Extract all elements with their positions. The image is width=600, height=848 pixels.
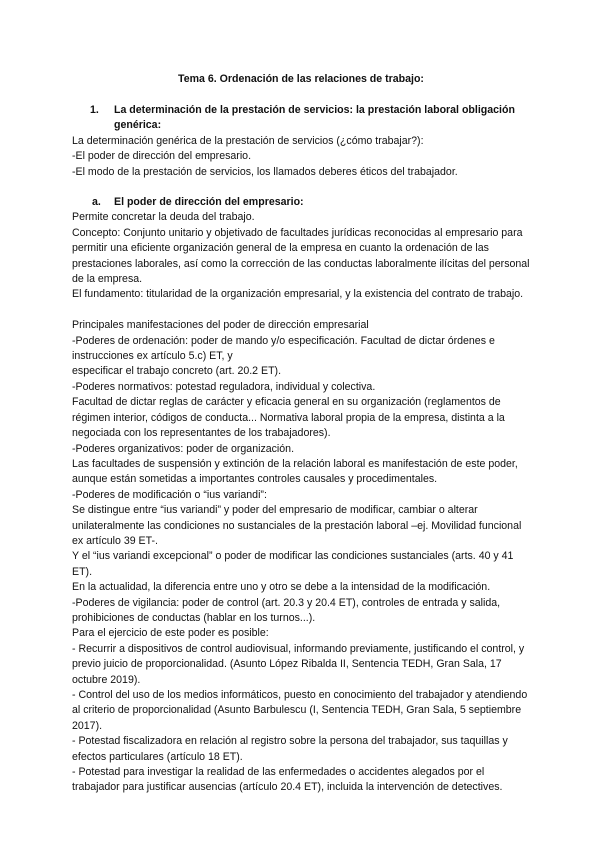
paragraph: Las facultades de suspensión y extinción de la relación laboral es manifestación de este poder, aunque están sometidas a importantes controles causales y procedimentales. bbox=[72, 457, 518, 486]
section-a-heading bbox=[72, 195, 530, 210]
paragraph: -Poderes organizativos: poder de organización. bbox=[72, 442, 295, 455]
paragraph: -Poderes de modificación o “ius variandi”: bbox=[72, 488, 267, 501]
paragraph: Y el “ius variandi excepcional” o poder de modificar las condiciones sustanciales (arts. 40 y 41 ET). bbox=[72, 550, 514, 578]
section-1-line: La determinación genérica de la prestación de servicios (¿cómo trabajar?): bbox=[72, 134, 424, 147]
blank-line bbox=[72, 303, 530, 318]
paragraph: -Poderes normativos: potestad reguladora, individual y colectiva. bbox=[72, 380, 376, 393]
section-1-heading-text: La determinación de la prestación de servicios: la prestación laboral obligación genérica: bbox=[114, 104, 515, 132]
paragraph: Principales manifestaciones del poder de dirección empresarial bbox=[72, 319, 369, 332]
paragraph: - Potestad para investigar la realidad de las enfermedades o accidentes alegados por el trabajador para justificar ausencias (artículo 20.4 ET), incluida la intervención de detectives. bbox=[72, 766, 503, 794]
section-1-line: -El modo de la prestación de servicios, los llamados deberes éticos del trabajador. bbox=[72, 165, 458, 178]
paragraph: -Poderes de ordenación: poder de mando y/o especificación. Facultad de dictar órdenes e instrucciones ex artículo 5.c) ET, y bbox=[72, 334, 495, 363]
paragraph: - Potestad fiscalizadora en relación al registro sobre la persona del trabajador, sus taquillas y efectos particulares (artículo 18 ET). bbox=[72, 735, 508, 763]
section-1-number: 1. bbox=[90, 104, 99, 116]
paragraph: Permite concretar la deuda del trabajo. bbox=[72, 211, 255, 224]
paragraph: - Control del uso de los medios informáticos, puesto en conocimiento del trabajador y atendiendo al criterio de proporcionalidad (Asunto Barbulescu (I, Sentencia TEDH, Gran Sala, 5 septiembre 2017). bbox=[72, 689, 528, 732]
page-title: Tema 6. Ordenación de las relaciones de trabajo: bbox=[178, 73, 424, 85]
paragraph: especificar el trabajo concreto (art. 20.2 ET). bbox=[72, 365, 282, 378]
paragraph: Se distingue entre “ius variandi” y poder del empresario de modificar, cambiar o alterar unilateralmente las condiciones no sustanciales de la prestación laboral –ej. Movilidad funcional ex artículo 39 ET-. bbox=[72, 504, 522, 547]
section-1-line: -El poder de dirección del empresario. bbox=[72, 150, 252, 163]
paragraph: En la actualidad, la diferencia entre uno y otro se debe a la intensidad de la modificación. bbox=[72, 581, 491, 594]
paragraph: El fundamento: titularidad de la organización empresarial, y la existencia del contrato de trabajo. bbox=[72, 288, 524, 301]
paragraph: -Poderes de vigilancia: poder de control (art. 20.3 y 20.4 ET), controles de entrada y salida, prohibiciones de conductas (hablar en los turnos...). bbox=[72, 596, 501, 624]
section-1-heading bbox=[72, 103, 530, 134]
paragraph: - Recurrir a dispositivos de control audiovisual, informando previamente, justificando el control, y previo juicio de proporcionalidad. (Asunto López Ribalda II, Sentencia TEDH, Gran Sala, 17 octubre 2019). bbox=[72, 642, 525, 686]
section-a-number: a. bbox=[92, 196, 101, 209]
paragraph: Concepto: Conjunto unitario y objetivado de facultades jurídicas reconocidas al empresario para permitir una eficiente organización general de la empresa en cuanto la ordenación de las prestaciones laborales, así como la corrección de las conductas laboralmente ilícitas del personal de la empresa. bbox=[72, 226, 530, 286]
paragraph: Facultad de dictar reglas de carácter y eficacia general en su organización (reglamentos de régimen interior, códigos de conducta... Normativa laboral propia de la empresa, distinta a la negociada con los representantes de los trabajadores). bbox=[72, 396, 505, 440]
paragraph: Para el ejercicio de este poder es posible: bbox=[72, 627, 269, 640]
section-a-heading-text: El poder de dirección del empresario: bbox=[114, 196, 304, 209]
